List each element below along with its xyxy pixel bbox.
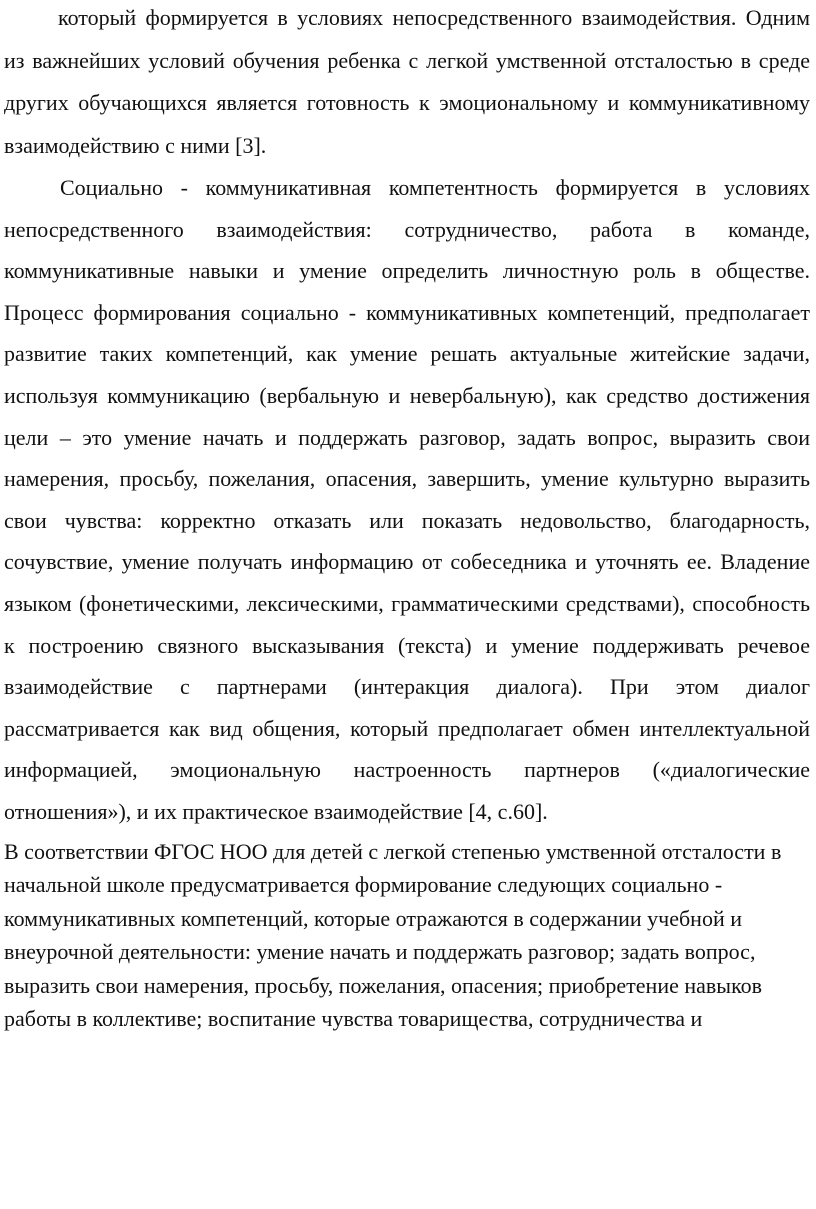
paragraph-social-communicative-competence: Социально - коммуникативная компетентность формируется в условиях непосредственного взаимодействия: сотрудничество, работа в команде, коммуникативные навыки и умение определить личностную роль в обществе. Процесс формирования социально - коммуникативных компетенций, предполагает развитие таких компетенций, как умение решать актуальные житейские задачи, используя коммуникацию (вербальную и невербальную), как средство достижения цели – это умение начать и поддержать разговор, задать вопрос, выразить свои намерения, просьбу, пожелания, опасения, завершить, умение культурно выразить свои чувства: корректно отказать или показать недовольство, благодарность, сочувствие, умение получать информацию от собеседника и уточнять ее. Владение языком (фонетическими, лексическими, грамматическими средствами), способность к построению связного высказывания (текста) и умение поддерживать речевое взаимодействие с партнерами (интеракция диалога). При этом диалог рассматривается как вид общения, который предполагает обмен интеллектуальной информацией, эмоциональную настроенность партнеров («диалогические отношения»), и их практическое взаимодействие [4, с.60].: [4, 175, 810, 824]
paragraph-continuation: который формируется в условиях непосредственного взаимодействия. Одним из важнейших условий обучения ребенка с легкой умственной отсталостью в среде других обучающихся является готовность к эмоциональному и коммуникативному взаимодействию с ними [3].: [4, 5, 810, 158]
paragraph-fgos-noo: В соответствии ФГОС НОО для детей с легкой степенью умственной отсталости в начальной школе предусматривается формирование следующих социально - коммуникативных компетенций, которые отражаются в содержании учебной и внеурочной деятельности: умение начать и поддержать разговор; задать вопрос, выразить свои намерения, просьбу, пожелания, опасения; приобретение навыков работы в коллективе; воспитание чувства товарищества, сотрудничества и: [4, 838, 782, 1031]
